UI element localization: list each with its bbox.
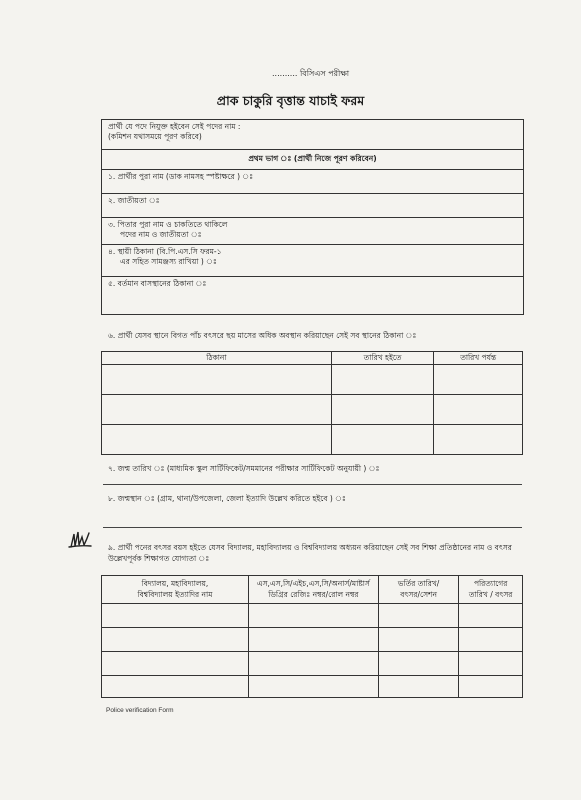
admission-cell[interactable]	[378, 652, 458, 676]
q1-full-name-field[interactable]: ১. প্রার্থীর পুরা নাম (ডাক নামসহ স্পষ্টাক্ষরে ) ঃ	[102, 170, 524, 194]
address-cell[interactable]	[102, 365, 332, 395]
admission-cell[interactable]	[378, 628, 458, 652]
q7-answer-line[interactable]	[103, 484, 522, 485]
leaving-cell[interactable]	[459, 628, 523, 652]
post-name-label: প্রার্থী যে পদে নিযুক্ত হইবেন সেই পদের নাম :	[108, 122, 241, 131]
table-row	[102, 395, 523, 425]
table-row	[102, 425, 523, 455]
date-from-cell[interactable]	[331, 395, 434, 425]
table-row	[102, 365, 523, 395]
date-from-cell[interactable]	[331, 425, 434, 455]
institution-header	[102, 576, 249, 604]
date-to-cell[interactable]	[434, 425, 523, 455]
registration-header	[248, 576, 378, 604]
address-history-table	[101, 351, 523, 455]
date-to-cell[interactable]	[434, 365, 523, 395]
institution-cell[interactable]	[102, 676, 249, 698]
address-header: ঠিকানা	[102, 352, 332, 365]
q3-father-name-field[interactable]	[102, 218, 524, 245]
q4-label-line1: ৪. স্থায়ী ঠিকানা (বি.পি.এস.সি ফরম-১	[108, 247, 222, 256]
registration-cell[interactable]	[248, 676, 378, 698]
address-cell[interactable]	[102, 395, 332, 425]
registration-header-line2: ডিগ্রির রেজিঃ নম্বর/রোল নম্বর	[268, 589, 359, 599]
registration-cell[interactable]	[248, 652, 378, 676]
admission-cell[interactable]	[378, 676, 458, 698]
address-cell[interactable]	[102, 425, 332, 455]
education-table	[101, 575, 523, 698]
q3-label-line1: ৩. পিতার পুরা নাম ও চাকতিতে থাকিলে	[108, 220, 228, 229]
q5-present-address-field[interactable]: ৫. বর্তমান বাসস্থানের ঠিকানা ঃ	[102, 277, 524, 315]
footer-caption: Police verification Form	[106, 707, 174, 714]
leaving-cell[interactable]	[459, 652, 523, 676]
registration-cell[interactable]	[248, 628, 378, 652]
table-row	[102, 628, 523, 652]
leaving-cell[interactable]	[459, 604, 523, 628]
table-row	[102, 652, 523, 676]
q6-label: ৬. প্রার্থী যেসব স্থানে বিগত পাঁচ বৎসরে ছয় মাসের অধিক অবস্থান করিয়াছেন সেই সব স্থানের ঠিকানা ঃ	[108, 331, 417, 340]
admission-header-line1: ভর্তির তারিখ/	[397, 579, 440, 589]
institution-header-line2: বিশ্ববিদ্যালয় ইত্যাদির নাম	[137, 589, 213, 599]
exam-label: .......... বিসিএস পরীক্ষা	[272, 69, 350, 78]
institution-cell[interactable]	[102, 628, 249, 652]
q7-label: ৭. জন্ম তারিখ ঃ (মাধ্যমিক স্কুল সার্টিফিকেট/সমমানের পরীক্ষার সার্টিফিকেট অনুযায়ী ) ঃ	[108, 464, 380, 473]
institution-header-line1: বিদ্যালয়, মহাবিদ্যালয়,	[141, 579, 209, 589]
admission-header	[378, 576, 458, 604]
q2-nationality-field[interactable]: ২. জাতীয়তা ঃ	[102, 194, 524, 218]
date-to-cell[interactable]	[434, 395, 523, 425]
leaving-header-line2: তারিখ / বৎসর	[468, 589, 513, 599]
personal-info-table	[101, 119, 524, 315]
q4-permanent-address-field[interactable]	[102, 245, 524, 277]
admission-cell[interactable]	[378, 604, 458, 628]
admission-header-line2: বৎসর/সেশন	[400, 589, 437, 599]
form-title: প্রাক চাকুরি বৃত্তান্ত যাচাই ফরম	[216, 93, 365, 108]
q9-label: ৯. প্রার্থী পনের বৎসর বয়স হইতে যেসব বিদ্যালয়, মহাবিদ্যালয় ও বিশ্ববিদ্যালয় অধ্যয়ন করিয়াছেন সেই সব শিক্ষা প্রতিষ্ঠানের নাম ও বৎসর উল্লেখপূর্বক শিক্ষাগত যোগ্যতা ঃ	[108, 543, 512, 563]
q8-label: ৮. জন্মস্থান ঃ (গ্রাম, থানা/উপজেলা, জেলা ইত্যাদি উল্লেখ করিতে হইবে ) ঃ	[108, 494, 346, 503]
q3-label-line2: পদের নাম ও জাতীয়তা ঃ	[120, 230, 202, 240]
institution-cell[interactable]	[102, 604, 249, 628]
q4-label-line2: এর সহিত সামঞ্জস্য রাখিয়া ) ঃ	[120, 257, 217, 267]
institution-cell[interactable]	[102, 652, 249, 676]
date-to-header: তারিখ পর্যন্ত	[434, 352, 523, 365]
leaving-header	[459, 576, 523, 604]
table-row	[102, 676, 523, 698]
post-name-cell[interactable]	[102, 120, 524, 150]
signature-mark	[68, 528, 92, 554]
signature-icon	[68, 528, 92, 550]
leaving-header-line1: পরিত্যাগের	[473, 579, 508, 589]
leaving-cell[interactable]	[459, 676, 523, 698]
post-name-note: (কমিশন যথাসময়ে পূরণ করিবে)	[108, 132, 202, 142]
part-one-heading: প্রথম ভাগ ঃ (প্রার্থী নিজে পূরণ করিবেন)	[102, 150, 524, 170]
registration-cell[interactable]	[248, 604, 378, 628]
table-row	[102, 604, 523, 628]
registration-header-line1: এস,এস,সি/এইচ,এস,সি/অনার্স/মাষ্টার্স	[256, 579, 370, 589]
date-from-header: তারিখ হইতে	[331, 352, 434, 365]
q8-answer-line[interactable]	[103, 527, 522, 528]
date-from-cell[interactable]	[331, 365, 434, 395]
